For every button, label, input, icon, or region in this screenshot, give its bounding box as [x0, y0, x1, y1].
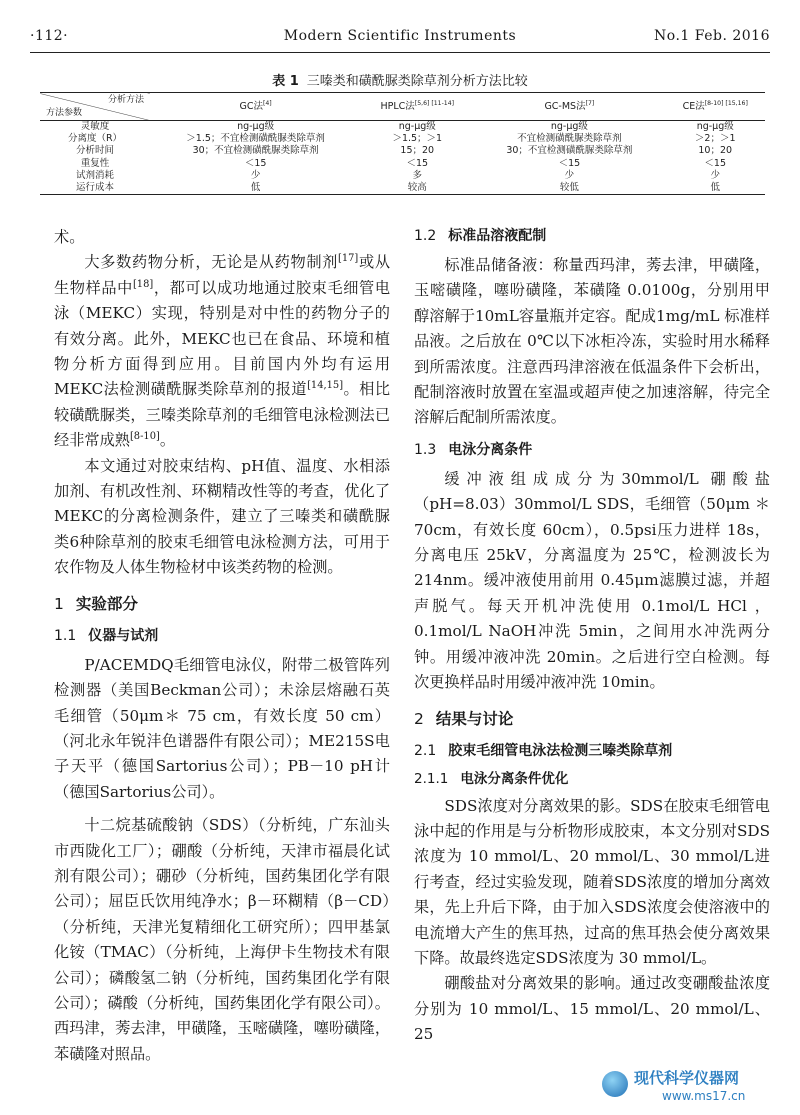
row-param: 灵敏度: [80, 121, 110, 133]
table-cell: 低: [710, 182, 720, 194]
table-cell: ＜15: [406, 157, 429, 169]
site-watermark: [602, 1067, 792, 1107]
left-column: [54, 225, 390, 1067]
page-number: ·112·: [30, 28, 69, 44]
table-cell: 30；不宜检测磺酰脲类除草剂: [192, 145, 319, 157]
table-header-row: [40, 93, 765, 121]
text-segment: 大多数药物分析，无论是从药物制剂: [84, 253, 339, 272]
running-header: [30, 28, 770, 50]
column-name: HPLC法: [380, 100, 415, 112]
table-cell: 15；20: [400, 145, 435, 157]
section-title: 电泳分离条件: [448, 441, 533, 458]
table-cell: ＜15: [704, 157, 727, 169]
table-corner-cell: [40, 93, 150, 121]
table-cell: 少: [710, 169, 720, 181]
table-caption: [0, 70, 800, 89]
table-row: [40, 133, 765, 145]
paragraph-continuation: 术。: [54, 228, 85, 246]
table-cell: 低: [250, 182, 261, 194]
globe-icon: [602, 1071, 628, 1097]
subsection-heading-conditions: [414, 439, 770, 461]
section-title: 胶束毛细管电泳法检测三嗪类除草剂: [448, 742, 673, 759]
text-segment: ，都可以成功地通过胶束毛细管电泳（MEKC）实现，特别是对中性的药物分子的有效分离。此外，MEKC也已在食品、环境和植物分析方面得到应用。目前国内外均有运用MEKC法检测磺酰脲类除草剂的报道: [54, 278, 391, 399]
table-cell: 多: [412, 169, 423, 181]
table-row: [40, 145, 765, 157]
row-param: 运行成本: [75, 182, 114, 194]
section-title: 电泳分离条件优化: [460, 770, 569, 787]
subsection-heading-instruments: [54, 625, 390, 647]
issue-info: No.1 Feb. 2016: [654, 28, 770, 44]
table-cell: ＞1.5；＞1: [392, 133, 443, 145]
citation: [18]: [132, 278, 154, 290]
subsubsection-heading-optimization: [414, 768, 770, 790]
table-row: [40, 182, 765, 195]
section-title: 结果与讨论: [435, 709, 514, 728]
paragraph-mekc-intro: [54, 250, 390, 453]
table-cell: ng-μg级: [398, 121, 436, 133]
citation: [8-10]: [129, 431, 160, 443]
citation: [14,15]: [307, 380, 344, 392]
column-name: GC法: [239, 100, 263, 112]
section-number: 2: [414, 709, 424, 728]
table-row: [40, 170, 765, 182]
table-cell: ＜15: [558, 157, 581, 169]
corner-label-methods: 分析方法: [107, 95, 144, 105]
table-title: 三嗪类和磺酰脲类除草剂分析方法比较: [306, 74, 528, 89]
row-param: 分析时间: [75, 145, 114, 157]
row-param: 试剂消耗: [75, 169, 114, 181]
column-header: [665, 93, 765, 121]
row-param: 分离度（R）: [67, 133, 123, 145]
section-title: 实验部分: [75, 594, 138, 613]
column-ref: [4]: [262, 99, 272, 107]
citation: [17]: [338, 253, 359, 265]
paragraph-instruments: P/ACEMDQ毛细管电泳仪，附带二极管阵列检测器（美国Beckman公司）；未涂层熔融石英毛细管（50μm＊ 75 cm，有效长度 50 cm）（河北永年锐沣色谱器件有限公司）；ME215S电子天平（德国Sartorius公司）；PB－10 pH计（德国Sartorius公司）。: [54, 655, 390, 801]
paragraph-sds: SDS浓度对分离效果的影。SDS在胶束毛细管电泳中起的作用是与分析物形成胶束，本文分别对SDS浓度为 10 mmol/L、20 mmol/L、30 mmol/L进行考查，经过实验发现，随着SDS浓度的增加分离效果，先上升后下降，由于加入SDS浓度会使溶液中的电流增大产生的焦耳热，过高的焦耳热会使分离效果下降。故最终选定SDS浓度为 30 mmol/L。: [414, 796, 770, 967]
right-column: [414, 225, 770, 1048]
section-title: 标准品溶液配制: [448, 228, 547, 244]
watermark-site-name: 现代科学仪器网: [634, 1069, 740, 1087]
table-cell: ＞1.5；不宜检测磺酰脲类除草剂: [186, 133, 325, 145]
table-cell: 10；20: [698, 145, 733, 157]
section-number: 1.3: [414, 441, 437, 458]
table-cell: 较高: [407, 182, 427, 194]
section-number: 1.2: [414, 228, 437, 244]
table-number: 表 1: [272, 74, 299, 89]
table-cell: ＜15: [244, 157, 267, 169]
row-param: 重复性: [80, 157, 110, 169]
column-header: [361, 93, 473, 121]
column-header: [473, 93, 665, 121]
table-cell: ＞2；＞1: [694, 133, 736, 145]
section-heading-results: [414, 708, 770, 730]
table-cell: 30；不宜检测磺酰脲类除草剂: [506, 145, 633, 157]
journal-name: Modern Scientific Instruments: [283, 28, 517, 44]
column-ref: [8-10] [15,16]: [704, 99, 748, 107]
section-number: 1: [54, 594, 64, 613]
section-heading-experimental: [54, 593, 390, 615]
subsection-heading-triazine: [414, 740, 770, 762]
column-ref: [7]: [585, 99, 595, 107]
paragraph-borate: 硼酸盐对分离效果的影响。通过改变硼酸盐浓度分别为 10 mmol/L、15 mmol/L、20 mmol/L、25: [414, 974, 770, 1044]
section-number: 2.1: [414, 742, 437, 759]
paragraph-standards: 标准品储备液：称量西玛津，莠去津，甲磺隆，玉嘧磺隆，噻吩磺隆，苯磺隆 0.0100g，分别用甲醇溶解于10mL容量瓶并定容。配成1mg/mL 标准样品液。之后放在 0℃以下冰柜冷冻，实验时用水稀释到所需浓度。注意西玛津溶液在低温条件下会析出，配制溶液时放置在室温或超声使之加速溶解，待完全溶解后配制所需浓度。: [414, 256, 770, 427]
table-cell: ng-μg级: [237, 121, 275, 133]
section-number: 1.1: [54, 627, 77, 644]
text-segment: 或从生物样品中: [54, 253, 390, 297]
table-cell: ng-μg级: [550, 121, 588, 133]
column-ref: [5,6] [11-14]: [414, 99, 455, 107]
paragraph-conditions: 缓冲液组成成分为30mmol/L 硼酸盐（pH=8.03）30mmol/L SDS，毛细管（50μm ＊ 70cm，有效长度 60cm），0.5psi压力进样 18s，分离电压 25kV，分离温度为 25℃，检测波长为 214nm。缓冲液使用前用 0.45μm滤膜过滤，并超声脱气。每天开机冲洗使用 0.1mol/L HCl ，0.1mol/L NaOH冲洗 5min，之间用水冲洗两分钟。用缓冲液冲洗 20min。之后进行空白检测。每次更换样品时用缓冲液冲洗 10min。: [414, 469, 770, 692]
section-number: 2.1.1: [414, 770, 449, 787]
text-segment: 。相比较磺酰脲类，三嗪类除草剂的毛细管电泳检测法已经非常成熟: [54, 380, 391, 450]
table-cell: 少: [250, 169, 261, 181]
method-comparison-table: [40, 92, 765, 195]
watermark-url: www.ms17.cn: [662, 1089, 746, 1103]
column-header: [150, 93, 361, 121]
paragraph-aim: 本文通过对胶束结构、pH值、温度、水相添加剂、有机改性剂、环糊精改性等的考查，优化了MEKC的分离检测条件，建立了三嗪类和磺酰脲类6种除草剂的胶束毛细管电泳检测方法，可用于农作物及人体生物检材中该类药物的检测。: [54, 456, 390, 577]
paragraph-reagents: 十二烷基硫酸钠（SDS）（分析纯，广东汕头市西陇化工厂）；硼酸（分析纯，天津市福晨化试剂有限公司）；硼砂（分析纯，国药集团化学有限公司）；屈臣氏饮用纯净水；β－环糊精（β－CD）（分析纯，天津光复精细化工研究所）；四甲基氯化铵（TMAC）（分析纯，上海伊卡生物技术有限公司）；磷酸氢二钠（分析纯，国药集团化学有限公司）；磷酸（分析纯，国药集团化学有限公司）。西玛津，莠去津，甲磺隆，玉嘧磺隆，噻吩磺隆，苯磺隆对照品。: [54, 816, 390, 1063]
table-cell: 较低: [559, 182, 579, 194]
column-name: GC-MS法: [544, 100, 586, 112]
column-name: CE法: [682, 100, 705, 112]
table-row: [40, 121, 765, 134]
text-segment: 。: [159, 431, 176, 450]
table-row: [40, 158, 765, 170]
header-rule: [30, 52, 770, 53]
subsection-heading-standards: [414, 225, 770, 247]
table-cell: 少: [564, 169, 575, 181]
section-title: 仪器与试剂: [88, 627, 159, 644]
corner-label-params: 方法参数: [46, 108, 83, 118]
table-body: [40, 121, 765, 195]
table-cell: 不宜检测磺酰脲类除草剂: [517, 133, 622, 145]
table-cell: ng-μg级: [696, 121, 734, 133]
